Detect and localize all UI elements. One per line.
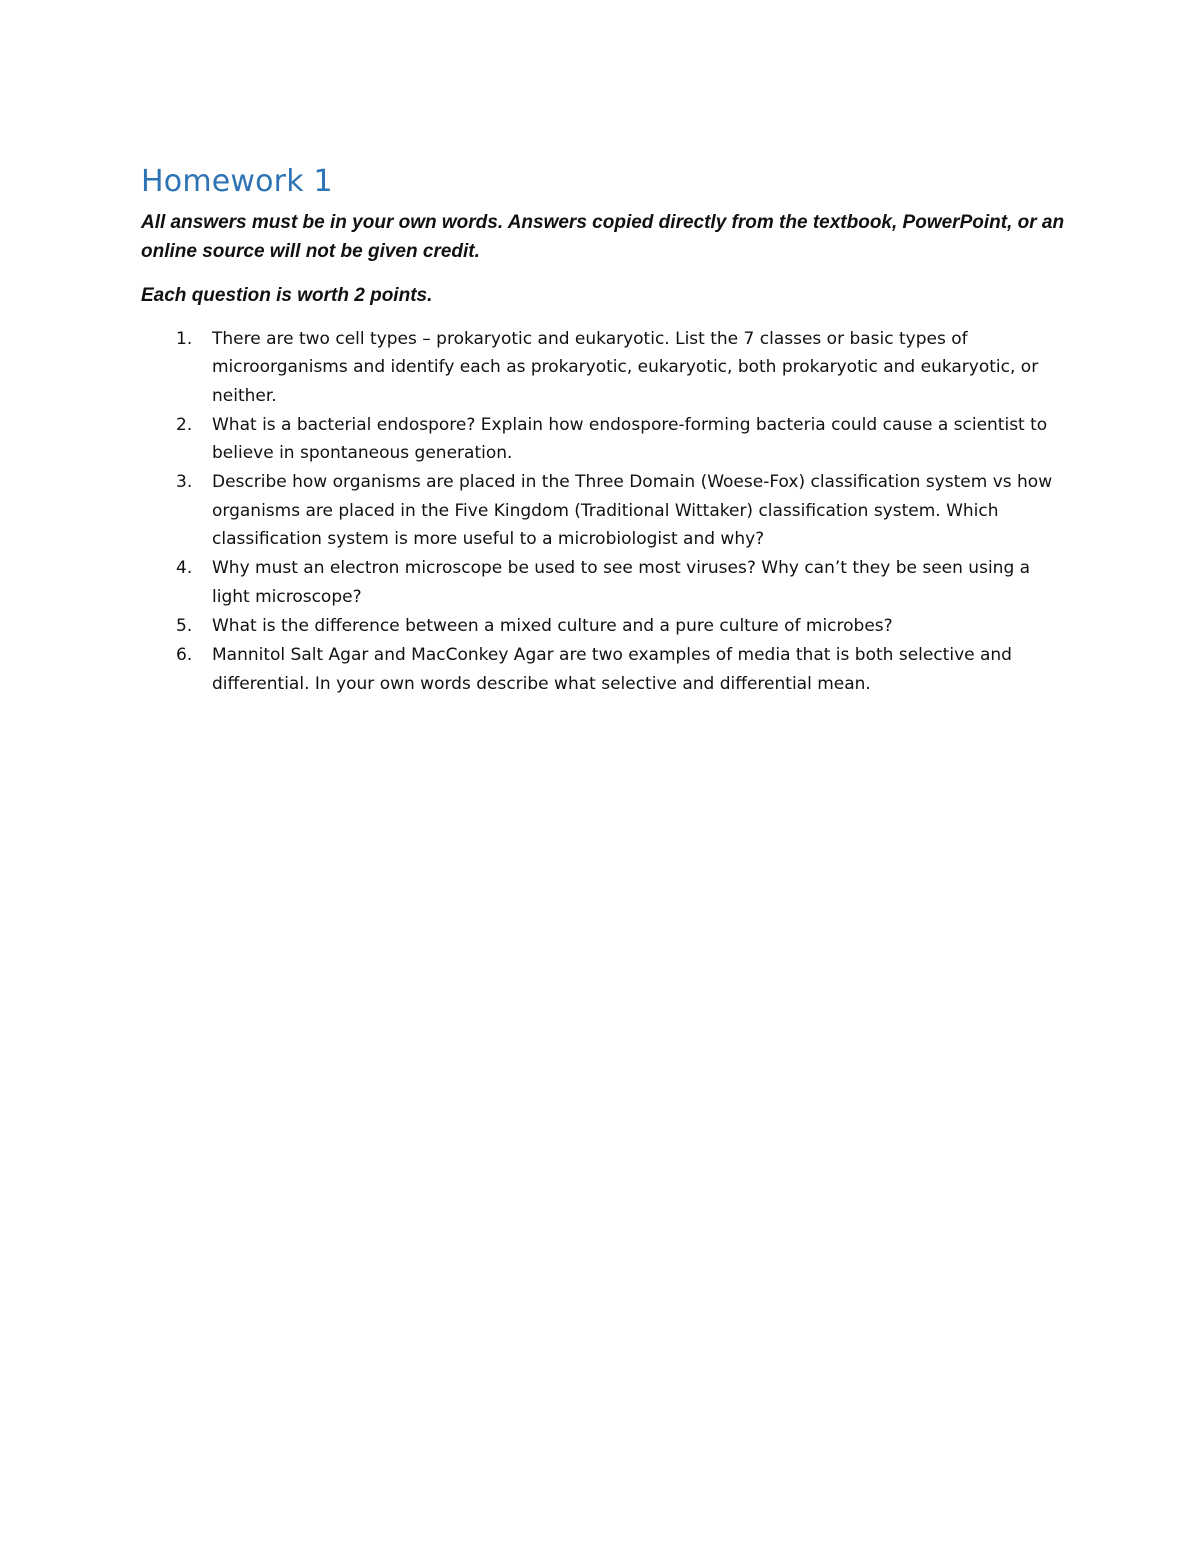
question-list	[141, 325, 1066, 698]
question-text: Describe how organisms are placed in the Three Domain (Woese-Fox) classification system vs how organisms are placed in the Five Kingdom (Traditional Wittaker) classification system. Which classification system is more useful to a microbiologist and why?	[212, 472, 1053, 550]
question-item-5	[141, 612, 1066, 640]
question-text: What is the difference between a mixed culture and a pure culture of microbes?	[212, 615, 893, 636]
instructions-note: All answers must be in your own words. Answers copied directly from the textbook, PowerPoint, or an online source will not be given credit.	[141, 212, 1065, 262]
points-note: Each question is worth 2 points.	[141, 285, 433, 306]
document-title: Homework 1	[141, 164, 333, 199]
question-item-3	[141, 468, 1066, 553]
question-number: 5.	[176, 615, 193, 636]
question-number: 2.	[176, 414, 193, 435]
question-text: Mannitol Salt Agar and MacConkey Agar are two examples of media that is both selective and differential. In your own words describe what selective and differential mean.	[212, 645, 1012, 694]
question-number: 4.	[176, 558, 193, 579]
question-number: 6.	[176, 645, 193, 666]
question-number: 1.	[176, 329, 193, 349]
question-text: What is a bacterial endospore? Explain how endospore-forming bacteria could cause a scientist to believe in spontaneous generation.	[212, 414, 1048, 464]
question-text: Why must an electron microscope be used to see most viruses? Why can’t they be seen using a light microscope?	[212, 558, 1031, 607]
document-body	[141, 160, 1066, 699]
question-item-2	[141, 411, 1066, 468]
question-item-6	[141, 641, 1066, 698]
question-number: 3.	[176, 472, 193, 493]
question-item-1	[141, 325, 1066, 410]
question-text: There are two cell types – prokaryotic and eukaryotic. List the 7 classes or basic types of microorganisms and identify each as prokaryotic, eukaryotic, both prokaryotic and eukaryotic, or neither.	[212, 329, 1039, 406]
question-item-4	[141, 554, 1066, 611]
